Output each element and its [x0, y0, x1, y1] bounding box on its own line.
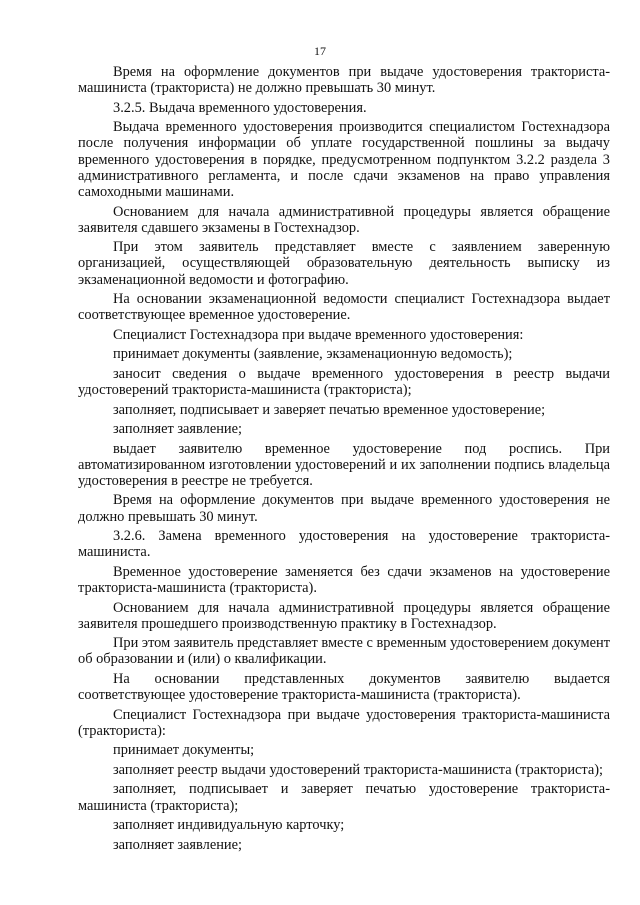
list-item: заполняет индивидуальную карточку; [113, 817, 345, 834]
paragraph-replacement-documents: При этом заявитель представляет вместе с временным удостоверением документ об образовании и (или) о квалификации. [78, 635, 610, 668]
list-item: заполняет заявление; [113, 421, 243, 438]
paragraph-issue-time-limit: Время на оформление документов при выдаче удостоверения тракториста-машиниста (тракториста) не должно превышать 30 минут. [78, 64, 610, 97]
paragraph-replacement-duties: Специалист Гостехнадзора при выдаче удостоверения тракториста-машиниста (тракториста): [78, 706, 610, 739]
paragraph-replacement-issue: На основании представленных документов заявителю выдается соответствующее удостоверение тракториста-машиниста (тракториста). [78, 670, 610, 704]
list-item: выдает заявителю временное удостоверение под роспись. При автоматизированном изготовлении удостоверений и их заполнении подпись владельца удостоверения в реестре не требуется. [78, 440, 610, 489]
list-item: заполняет, подписывает и заверяет печатью удостоверение тракториста-машиниста (тракториста); [78, 781, 610, 814]
section-heading-3-2-5: 3.2.5. Выдача временного удостоверения. [113, 99, 367, 116]
list-item: заполняет заявление; [113, 836, 243, 853]
list-item: заполняет реестр выдачи удостоверений тракториста-машиниста (тракториста); [113, 761, 604, 778]
paragraph-temporary-time-limit: Время на оформление документов при выдаче временного удостоверения не должно превышать 30 минут. [78, 492, 610, 525]
list-item: принимает документы; [113, 742, 255, 759]
paragraph-temporary-issuance: Выдача временного удостоверения производится специалистом Гостехнадзора после получения информации об уплате государственной пошлины за выдачу временного удостоверения в порядке, предусмотренном подпунктом 3.2.2 раздела 3 административного регламента, и после сдачи экзаменов на право управления самоходными машинами. [78, 119, 610, 201]
section-heading-3-2-6: 3.2.6. Замена временного удостоверения на удостоверение тракториста-машиниста. [78, 528, 610, 561]
list-item: принимает документы (заявление, экзаменационную ведомость); [113, 346, 513, 363]
paragraph-replacement: Временное удостоверение заменяется без сдачи экзаменов на удостоверение тракториста-машиниста (тракториста). [78, 563, 610, 597]
paragraph-specialist-duties: Специалист Гостехнадзора при выдаче временного удостоверения: [113, 326, 524, 343]
paragraph-basis: Основанием для начала административной процедуры является обращение заявителя сдавшего экзамены в Гостехнадзор. [78, 203, 610, 236]
paragraph-replacement-basis: Основанием для начала административной процедуры является обращение заявителя прошедшего производственную практику в Гостехнадзор. [78, 599, 610, 632]
list-item: заносит сведения о выдаче временного удостоверения в реестр выдачи удостоверений тракториста-машиниста (тракториста); [78, 365, 610, 399]
page-number: 17 [314, 44, 326, 58]
list-item: заполняет, подписывает и заверяет печатью временное удостоверение; [113, 401, 546, 418]
document-body [78, 64, 610, 856]
paragraph-exam-basis: На основании экзаменационной ведомости специалист Гостехнадзора выдает соответствующее временное удостоверение. [78, 291, 610, 324]
paragraph-applicant-documents: При этом заявитель представляет вместе с заявлением заверенную организацией, осуществляющей образовательную деятельность выписку из экзаменационной ведомости и фотографию. [78, 239, 610, 288]
